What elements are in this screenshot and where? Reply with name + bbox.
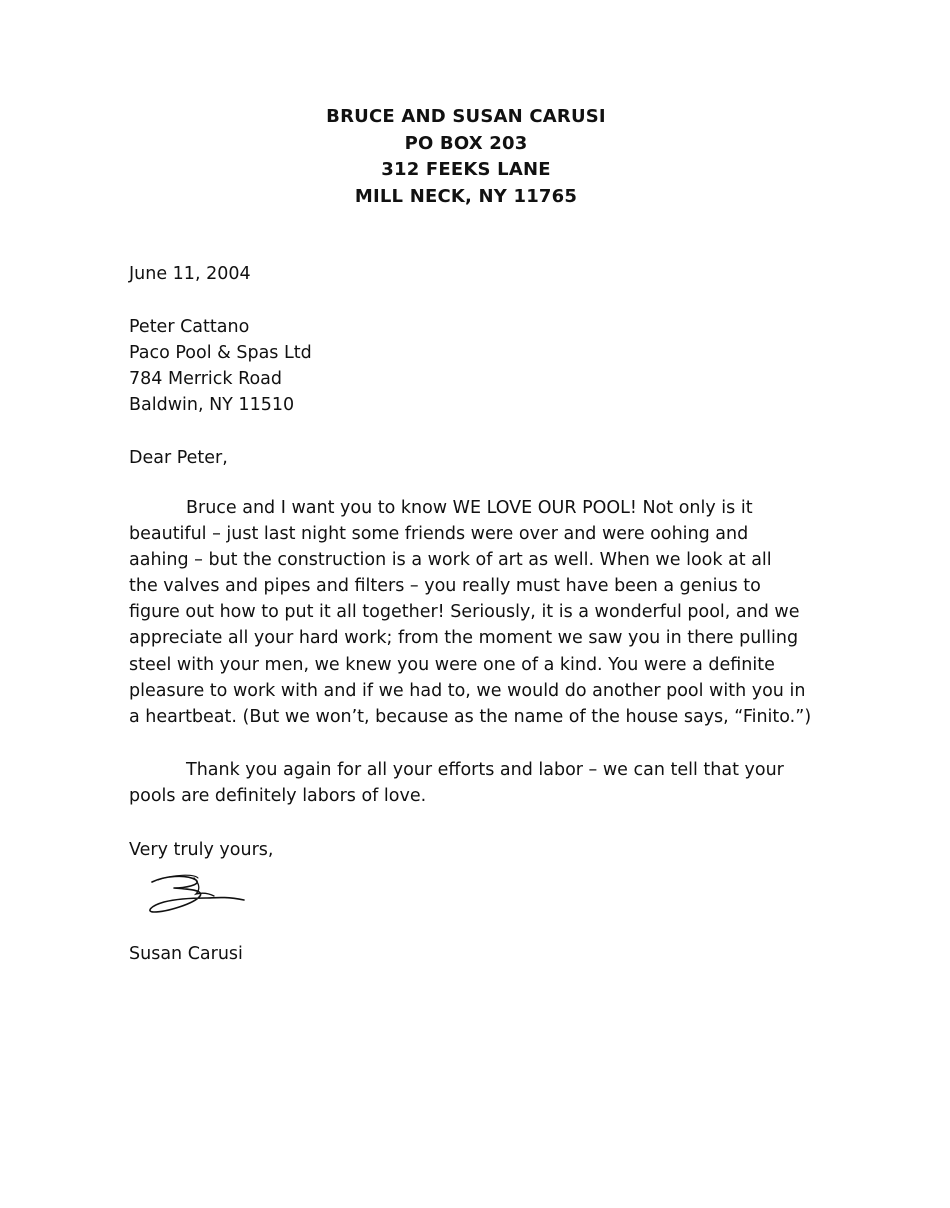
letterhead (0, 104, 932, 210)
body-paragraph-2 (129, 757, 819, 809)
letterhead-name: BRUCE AND SUSAN CARUSI (326, 106, 606, 127)
recipient-city: Baldwin, NY 11510 (129, 395, 295, 415)
body-line: Thank you again for all your efforts and labor – we can tell that your (186, 760, 784, 780)
letterhead-po-box: PO BOX 203 (404, 132, 528, 154)
body-line: figure out how to put it all together! Seriously, it is a wonderful pool, and we (129, 602, 800, 623)
body-line: pools are definitely labors of love. (129, 786, 427, 807)
recipient-name: Peter Cattano (129, 317, 250, 337)
signature-image (144, 868, 254, 920)
closing: Very truly yours, (129, 840, 274, 860)
signer-name: Susan Carusi (129, 944, 243, 964)
body-line: beautiful – just last night some friends were over and were oohing and (129, 524, 749, 545)
body-line: aahing – but the construction is a work of art as well. When we look at all (129, 550, 772, 571)
body-line: appreciate all your hard work; from the moment we saw you in there pulling (129, 628, 799, 649)
body-line: Bruce and I want you to know WE LOVE OUR POOL! Not only is it (186, 498, 753, 518)
letterhead-street: 312 FEEKS LANE (381, 159, 551, 180)
body-line: the valves and pipes and filters – you really must have been a genius to (129, 576, 761, 597)
recipient-company: Paco Pool & Spas Ltd (129, 343, 312, 363)
salutation: Dear Peter, (129, 448, 228, 468)
letter-date: June 11, 2004 (129, 264, 251, 284)
body-paragraph-1 (129, 495, 819, 730)
letterhead-city: MILL NECK, NY 11765 (354, 185, 578, 207)
recipient-street: 784 Merrick Road (129, 369, 283, 389)
body-line: pleasure to work with and if we had to, we would do another pool with you in (129, 680, 806, 701)
body-line: a heartbeat. (But we won’t, because as the name of the house says, “Finito.”) (129, 706, 812, 727)
recipient-address (129, 314, 312, 418)
body-line: steel with your men, we knew you were one of a kind. You were a definite (129, 654, 775, 675)
